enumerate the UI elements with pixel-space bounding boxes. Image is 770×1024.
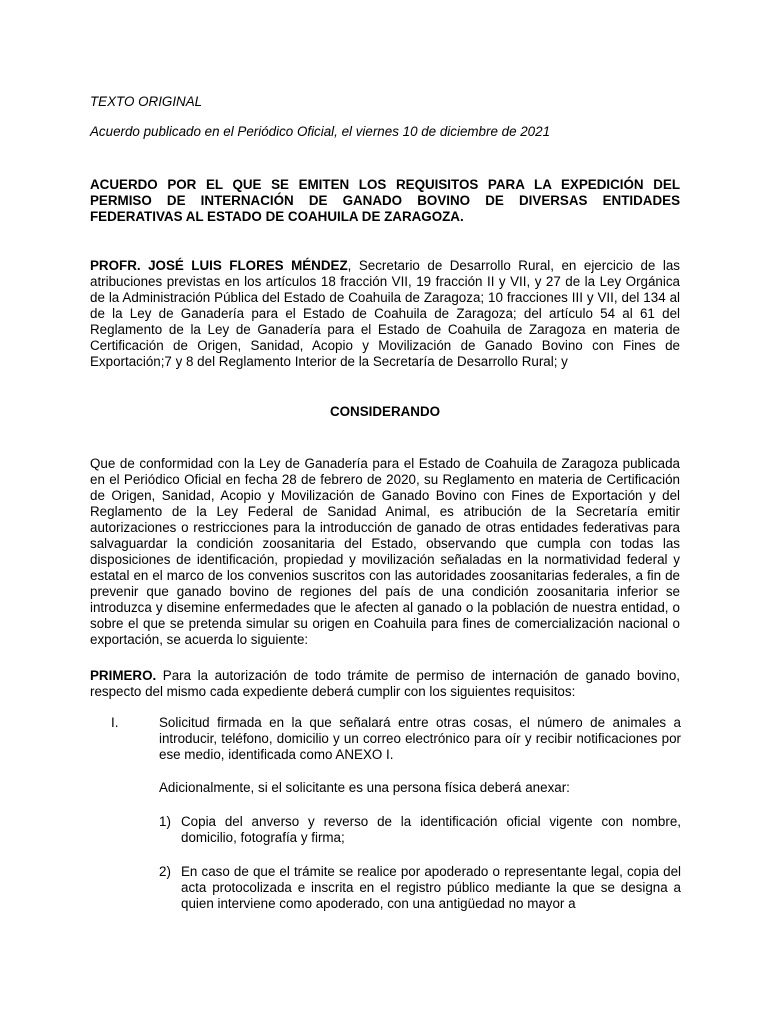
preamble-text: , Secretario de Desarrollo Rural, en ejercicio de las atribuciones previstas en los artículos 18 fracción VII, 19 fracción II y VII, y 27 de la Ley Orgánica de la Administración Pública del Estado de Coahuila de Zaragoza; 10 fracciones III y VII, del 134 al de la Ley de Ganadería para el Estado de Coahuila de Zaragoza; del artículo 54 al 61 del Reglamento de la Ley de Ganadería para el Estado de Coahuila de Zaragoza en materia de Certificación de Origen, Sanidad, Acopio y Movilización de Ganado Bovino con Fines de Exportación;7 y 8 del Reglamento Interior de la Secretaría de Desarrollo Rural; y	[90, 258, 680, 369]
publication-note: Acuerdo publicado en el Periódico Oficial, el viernes 10 de diciembre de 2021	[90, 124, 551, 139]
preamble-paragraph	[90, 258, 680, 370]
primero-label: PRIMERO.	[90, 668, 157, 683]
texto-original-label: TEXTO ORIGINAL	[90, 94, 203, 109]
considerando-heading: CONSIDERANDO	[329, 404, 441, 419]
additional-requirements: Adicionalmente, si el solicitante es una persona física deberá anexar:	[159, 780, 570, 795]
considerando-paragraph: Que de conformidad con la Ley de Ganadería para el Estado de Coahuila de Zaragoza publicada en el Periódico Oficial en fecha 28 de febrero de 2020, su Reglamento en materia de Certificación de Origen, Sanidad, Acopio y Movilización de Ganado Bovino con Fines de Exportación y del Reglamento de la Ley Federal de Sanidad Animal, es atribución de la Secretaría emitir autorizaciones o restricciones para la introducción de ganado de otras entidades federativas para salvaguardar la condición zoosanitaria del Estado, observando que cumpla con todas las disposiciones de identificación, propiedad y movilización señaladas en la normatividad federal y estatal en el marco de los convenios suscritos con las autoridades zoosanitarias federales, a fin de prevenir que ganado bovino de regiones del país de una condición zoosanitaria inferior se introduzca y disemine enfermedades que le afecten al ganado o la población de nuestra entidad, o sobre el que se pretenda simular su origen en Coahuila para fines de comercialización nacional o exportación, se acuerda lo siguiente:	[90, 456, 680, 647]
signatory-name: PROFR. JOSÉ LUIS FLORES MÉNDEZ	[90, 258, 348, 273]
item-text: Solicitud firmada en la que señalará entre otras cosas, el número de animales a introducir, teléfono, domicilio y un correo electrónico para oír y recibir notificaciones por ese medio, identificada como ANEXO I.	[159, 715, 681, 762]
subitem-number: 2)	[159, 864, 171, 879]
subitem-number: 1)	[159, 814, 171, 829]
document-title: ACUERDO POR EL QUE SE EMITEN LOS REQUISITOS PARA LA EXPEDICIÓN DEL PERMISO DE INTERNACIÓN DE GANADO BOVINO DE DIVERSAS ENTIDADES FEDERATIVAS AL ESTADO DE COAHUILA DE ZARAGOZA.	[90, 177, 680, 224]
primero-paragraph	[90, 668, 680, 700]
primero-text: Para la autorización de todo trámite de permiso de internación de ganado bovino, respecto del mismo cada expediente deberá cumplir con los siguientes requisitos:	[90, 668, 680, 699]
item-numeral: I.	[111, 715, 119, 730]
subitem-text: Copia del anverso y reverso de la identificación oficial vigente con nombre, domicilio, fotografía y firma;	[181, 814, 681, 845]
subitem-text: En caso de que el trámite se realice por apoderado o representante legal, copia del acta protocolizada e inscrita en el registro público mediante la que se designa a quien interviene como apoderado, con una antigüedad no mayor a	[181, 864, 681, 911]
